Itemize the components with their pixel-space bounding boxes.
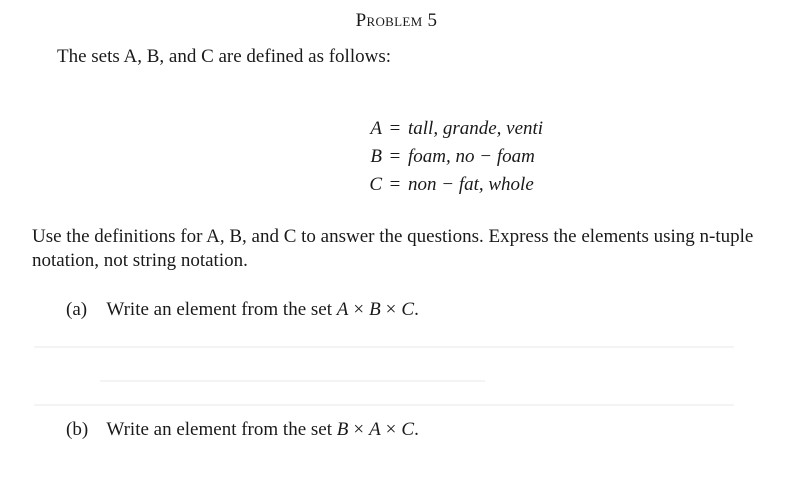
times-operator: × (353, 419, 365, 440)
intro-text: The sets A, B, and C are defined as follows: (57, 46, 392, 67)
expr-term: B (369, 299, 381, 320)
expr-term: A (369, 419, 381, 440)
faint-answer-line (34, 346, 734, 348)
equals-sign: = (389, 146, 401, 167)
set-elements: non − fat, whole (408, 174, 534, 195)
set-name: C (369, 174, 382, 195)
question-label: (b) (66, 419, 89, 440)
definition-row-a (0, 118, 793, 142)
faint-answer-line (34, 404, 734, 406)
question-text: Write an element from the set (106, 299, 332, 320)
problem-title: Problem 5 (355, 10, 438, 31)
expr-term: B (336, 419, 349, 440)
question-label: (a) (66, 299, 88, 320)
question-b (66, 419, 419, 441)
instructions-text: Use the definitions for A, B, and C to answer the questions. Express the elements using n-tuple notation, not string notation. (32, 226, 754, 271)
definition-row-b (0, 146, 793, 170)
expr-term: A (336, 299, 349, 320)
equals-sign: = (389, 118, 401, 139)
period: . (414, 299, 419, 320)
times-operator: × (353, 299, 365, 320)
set-elements: tall, grande, venti (408, 118, 544, 139)
times-operator: × (385, 299, 397, 320)
question-text: Write an element from the set (106, 419, 332, 440)
times-operator: × (385, 419, 397, 440)
equals-sign: = (389, 174, 401, 195)
definition-row-c (0, 174, 793, 198)
question-expression (337, 299, 419, 320)
faint-answer-line (100, 380, 485, 382)
set-name: A (370, 118, 382, 139)
question-expression (337, 419, 419, 440)
set-name: B (370, 146, 382, 167)
expr-term: C (401, 419, 415, 440)
expr-term: C (401, 299, 415, 320)
question-a (66, 299, 419, 321)
period: . (414, 419, 419, 440)
set-elements: foam, no − foam (408, 146, 535, 167)
